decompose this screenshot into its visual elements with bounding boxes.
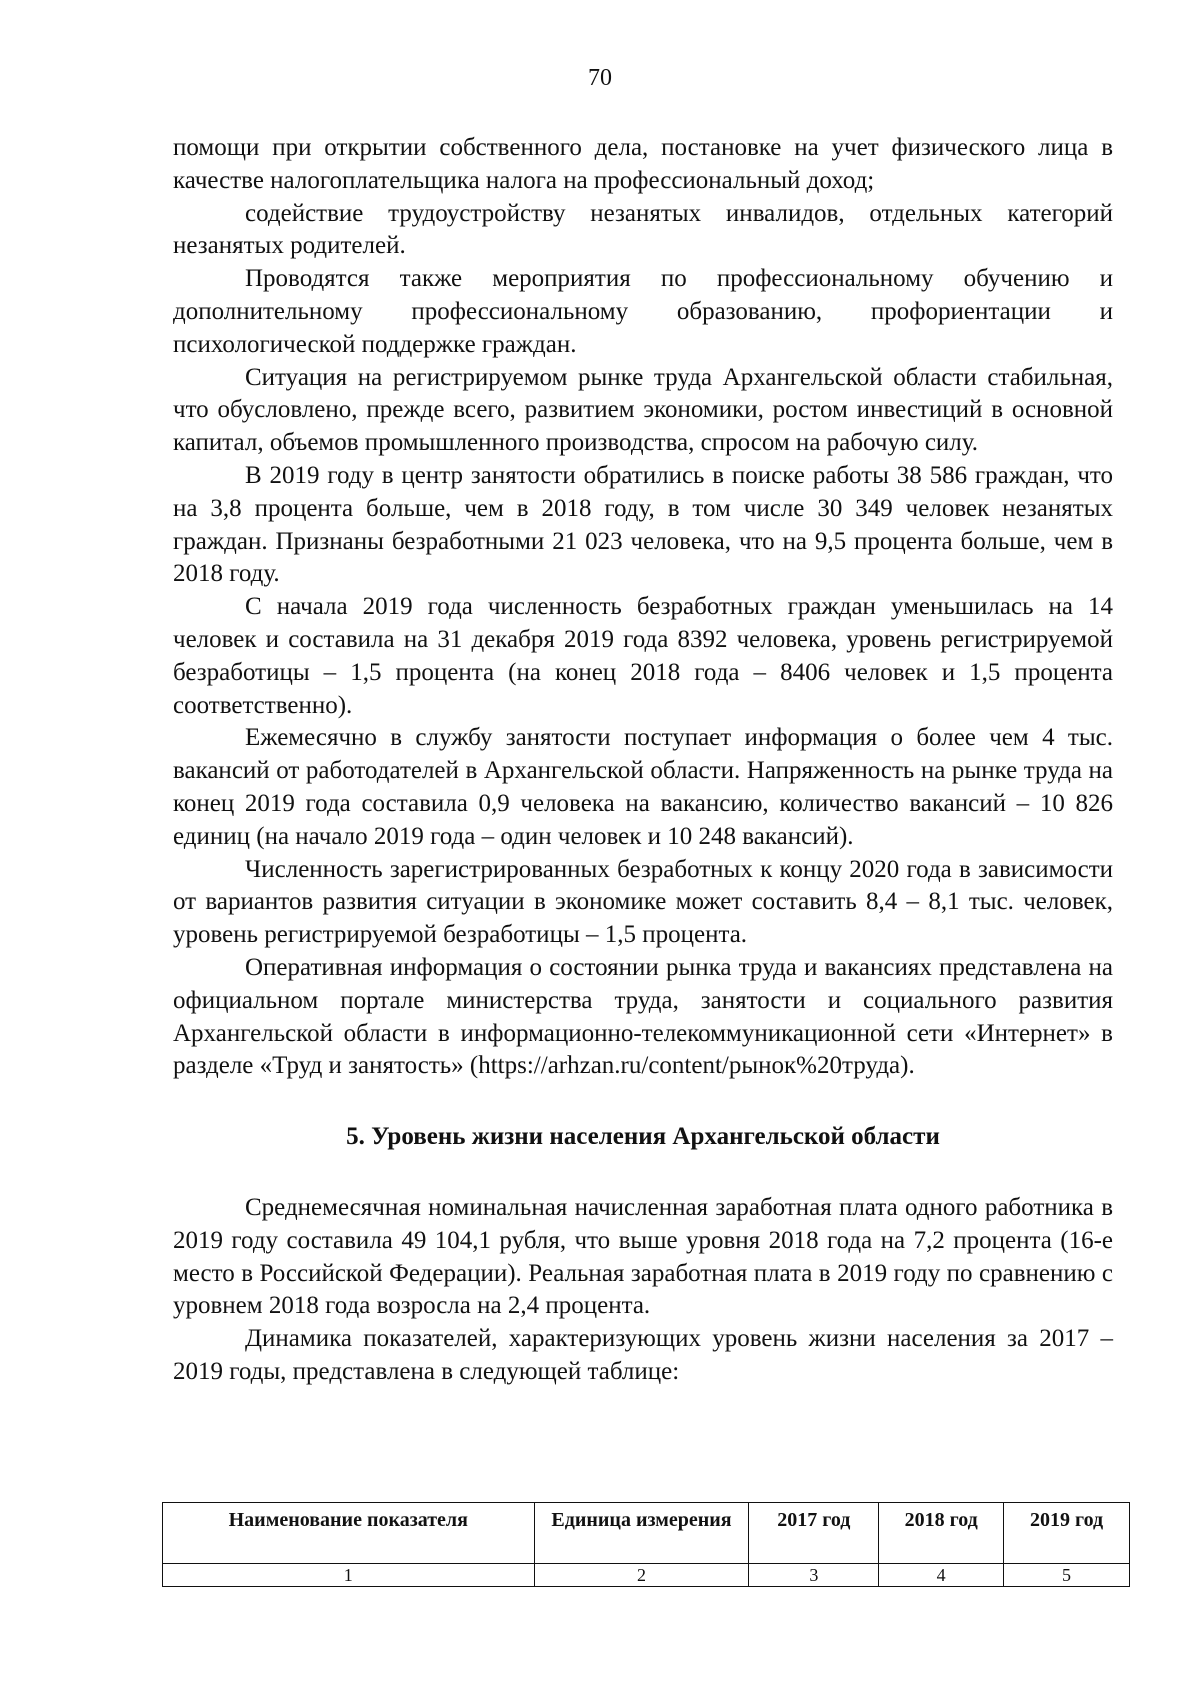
paragraph: Среднемесячная номинальная начисленная заработная плата одного работника в 2019 году составила 49 104,1 рубля, что выше уровня 2018 года на 7,2 процента (16-е место в Российской Федерации). Реальная заработная плата в 2019 году по сравнению с уровнем 2018 года возросла на 2,4 процента. [173,1193,1113,1320]
header-2017: 2017 год [749,1503,879,1564]
paragraphs-after-heading [173,1192,1113,1389]
header-indicator-name: Наименование показателя [163,1503,535,1564]
paragraph: Ситуация на регистрируемом рынке труда Архангельской области стабильная, что обусловлено, прежде всего, развитием экономики, ростом инвестиций в основной капитал, объемов промышленного производства, спросом на рабочую силу. [173,363,1113,457]
header-2019: 2019 год [1004,1503,1130,1564]
paragraph: Ежемесячно в службу занятости поступает информация о более чем 4 тыс. вакансий от работодателей в Архангельской области. Напряженность на рынке труда на конец 2019 года составила 0,9 человека на вакансию, количество вакансий – 10 826 единиц (на начало 2019 года – один человек и 10 248 вакансий). [173,724,1113,850]
paragraph: Численность зарегистрированных безработных к концу 2020 года в зависимости от вариантов развития ситуации в экономике может составить 8,4 – 8,1 тыс. человек, уровень регистрируемой безработицы – 1,5 процента. [173,855,1113,949]
paragraph: В 2019 году в центр занятости обратились в поиске работы 38 586 граждан, что на 3,8 процента больше, чем в 2018 году, в том числе 30 349 человек незанятых граждан. Признаны безработными 21 023 человека, что на 9,5 процента больше, чем в 2018 году. [173,461,1113,588]
document-body [173,132,1113,1389]
header-2018: 2018 год [879,1503,1004,1564]
column-number: 2 [534,1564,749,1587]
column-number: 4 [879,1564,1004,1587]
page-number: 70 [588,65,612,91]
column-number: 1 [163,1564,535,1587]
paragraph: помощи при открытии собственного дела, постановке на учет физического лица в качестве налогоплательщика налога на профессиональный доход; [173,134,1113,194]
column-number-row [163,1564,1130,1587]
paragraph: Динамика показателей, характеризующих уровень жизни населения за 2017 – 2019 годы, представлена в следующей таблице: [173,1325,1113,1385]
living-standards-table [162,1502,1130,1587]
section-heading: 5. Уровень жизни населения Архангельской области [346,1123,940,1151]
paragraph: С начала 2019 года численность безработных граждан уменьшилась на 14 человек и составила на 31 декабря 2019 года 8392 человека, уровень регистрируемой безработицы – 1,5 процента (на конец 2018 года – 8406 человек и 1,5 процента соответственно). [173,593,1113,719]
column-number: 3 [749,1564,879,1587]
paragraphs-before-heading [173,132,1113,1083]
paragraph: Оперативная информация о состоянии рынка труда и вакансиях представлена на официальном портале министерства труда, занятости и социального развития Архангельской области в информационно-телекоммуникационной сети «Интернет» в разделе «Труд и занятость» (https://arhzan.ru/content/рынок%20труда). [173,953,1113,1080]
paragraph: содействие трудоустройству незанятых инвалидов, отдельных категорий незанятых родителей. [173,199,1113,260]
column-number: 5 [1004,1564,1130,1587]
paragraph: Проводятся также мероприятия по профессиональному обучению и дополнительному профессиональному образованию, профориентации и психологической поддержке граждан. [173,265,1113,358]
table-header-row [163,1503,1130,1564]
header-unit: Единица измерения [534,1503,749,1564]
